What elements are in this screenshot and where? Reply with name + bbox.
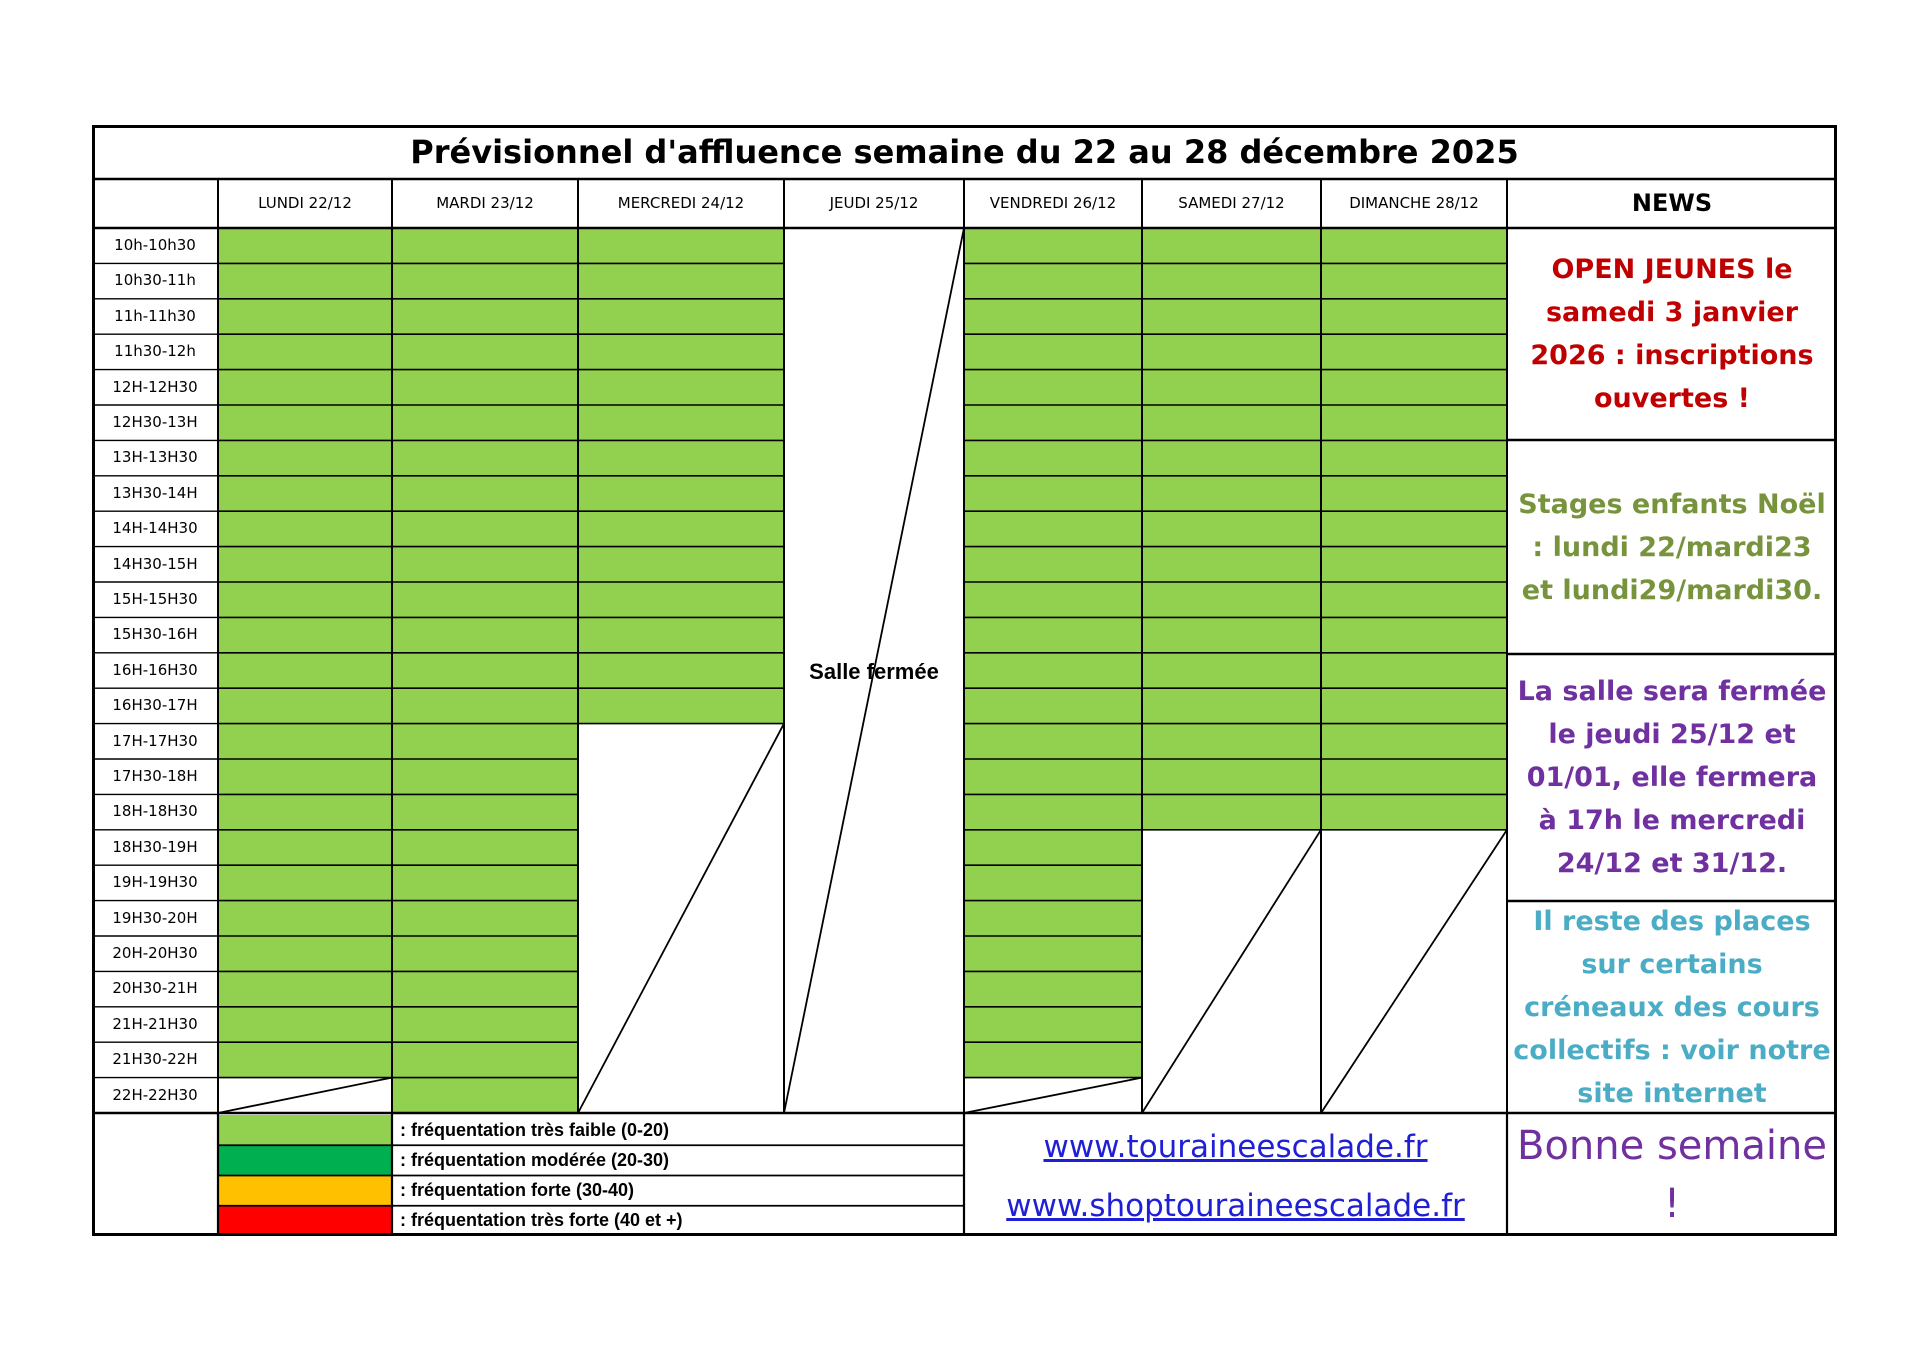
slot-cell-day7-13 — [1321, 653, 1507, 688]
page-title: Prévisionnel d'affluence semaine du 22 au 28 décembre 2025 — [410, 133, 1519, 171]
legend-swatch-3 — [218, 1176, 392, 1206]
legend-swatch-1 — [218, 1115, 392, 1145]
closing-message: Bonne semaine ! — [1517, 1123, 1827, 1227]
time-slot-label: 13H30-14H — [112, 483, 198, 502]
slot-cell-day6-2 — [1142, 263, 1321, 298]
slot-cell-day7-9 — [1321, 511, 1507, 546]
slot-cell-day2-12 — [392, 617, 578, 652]
slot-cell-day6-15 — [1142, 724, 1321, 759]
slot-cell-day5-1 — [964, 228, 1142, 263]
slot-cell-day3-5 — [578, 370, 784, 405]
slot-cell-day2-24 — [392, 1042, 578, 1077]
slot-cell-day7-16 — [1321, 759, 1507, 794]
slot-cell-day1-4 — [218, 334, 392, 369]
slot-cell-day6-1 — [1142, 228, 1321, 263]
slot-cell-day6-8 — [1142, 476, 1321, 511]
slot-cell-day1-22 — [218, 971, 392, 1006]
slot-cell-day2-19 — [392, 865, 578, 900]
slot-cell-day5-14 — [964, 688, 1142, 723]
slot-cell-day1-5 — [218, 370, 392, 405]
slot-cell-day1-11 — [218, 582, 392, 617]
time-slot-label: 19H30-20H — [112, 908, 198, 927]
time-slot-label: 16H30-17H — [112, 696, 198, 715]
slot-cell-day7-10 — [1321, 547, 1507, 582]
slot-cell-day1-10 — [218, 547, 392, 582]
slot-cell-day2-8 — [392, 476, 578, 511]
slot-cell-day5-20 — [964, 901, 1142, 936]
closed-diagonal-day1 — [218, 1078, 392, 1113]
slot-cell-day7-11 — [1321, 582, 1507, 617]
time-slot-label: 14H30-15H — [112, 554, 198, 573]
slot-cell-day2-9 — [392, 511, 578, 546]
slot-cell-day6-13 — [1142, 653, 1321, 688]
slot-cell-day5-19 — [964, 865, 1142, 900]
slot-cell-day5-13 — [964, 653, 1142, 688]
slot-cell-day5-23 — [964, 1007, 1142, 1042]
slot-cell-day2-6 — [392, 405, 578, 440]
slot-cell-day2-10 — [392, 547, 578, 582]
slot-cell-day6-14 — [1142, 688, 1321, 723]
slot-cell-day2-13 — [392, 653, 578, 688]
slot-cell-day2-11 — [392, 582, 578, 617]
news-open-jeunes: OPEN JEUNES le samedi 3 janvier 2026 : inscriptions ouvertes ! — [1530, 254, 1814, 414]
slot-cell-day5-22 — [964, 971, 1142, 1006]
news-fermeture: La salle sera fermée le jeudi 25/12 et 01/01, elle fermera à 17h le mercredi 24/12 et 31/12. — [1517, 676, 1827, 879]
slot-cell-day2-4 — [392, 334, 578, 369]
slot-cell-day5-6 — [964, 405, 1142, 440]
slot-cell-day7-1 — [1321, 228, 1507, 263]
closed-diagonal-day5 — [964, 1078, 1142, 1113]
slot-cell-day5-15 — [964, 724, 1142, 759]
slot-cell-day7-8 — [1321, 476, 1507, 511]
slot-cell-day2-15 — [392, 724, 578, 759]
slot-cell-day1-19 — [218, 865, 392, 900]
time-slot-label: 16H-16H30 — [112, 660, 198, 679]
slot-cell-day1-15 — [218, 724, 392, 759]
slot-cell-day2-16 — [392, 759, 578, 794]
slot-cell-day5-10 — [964, 547, 1142, 582]
news-stages-enfants: Stages enfants Noël : lundi 22/mardi23 et lundi29/mardi30. — [1518, 488, 1826, 606]
slot-cell-day5-18 — [964, 830, 1142, 865]
slot-cell-day1-23 — [218, 1007, 392, 1042]
slot-cell-day1-24 — [218, 1042, 392, 1077]
closed-diagonal-day6 — [1142, 830, 1321, 1113]
slot-cell-day1-12 — [218, 617, 392, 652]
time-slot-label: 10h30-11h — [114, 271, 196, 290]
day-header: DIMANCHE 28/12 — [1349, 194, 1479, 212]
slot-cell-day1-20 — [218, 901, 392, 936]
slot-cell-day1-2 — [218, 263, 392, 298]
slot-cell-day1-9 — [218, 511, 392, 546]
time-slot-label: 22H-22H30 — [112, 1085, 198, 1104]
time-slot-label: 10h-10h30 — [114, 236, 196, 254]
slot-cell-day3-13 — [578, 653, 784, 688]
time-slot-label: 17H30-18H — [112, 767, 198, 785]
slot-cell-day5-2 — [964, 263, 1142, 298]
slot-cell-day7-4 — [1321, 334, 1507, 369]
slot-cell-day7-7 — [1321, 440, 1507, 475]
legend-label-tres-faible: : fréquentation très faible (0-20) — [400, 1120, 670, 1140]
day-header: VENDREDI 26/12 — [989, 194, 1117, 212]
slot-cell-day2-7 — [392, 440, 578, 475]
slot-cell-day6-4 — [1142, 334, 1321, 369]
slot-cell-day2-22 — [392, 971, 578, 1006]
slot-cell-day1-1 — [218, 228, 392, 263]
time-slot-label: 21H30-22H — [112, 1050, 198, 1069]
slot-cell-day3-10 — [578, 547, 784, 582]
slot-cell-day3-1 — [578, 228, 784, 263]
link-shoptouraineescalade[interactable]: www.shoptouraineescalade.fr — [1006, 1188, 1465, 1224]
time-slot-label: 14H-14H30 — [112, 519, 198, 538]
slot-cell-day5-24 — [964, 1042, 1142, 1077]
time-slot-label: 21H-21H30 — [112, 1014, 198, 1033]
slot-cell-day2-18 — [392, 830, 578, 865]
slot-cell-day5-7 — [964, 440, 1142, 475]
slot-cell-day1-17 — [218, 794, 392, 829]
time-slot-label: 18H30-19H — [112, 837, 198, 856]
slot-cell-day7-6 — [1321, 405, 1507, 440]
slot-cell-day7-12 — [1321, 617, 1507, 652]
news-header: NEWS — [1631, 189, 1713, 217]
slot-cell-day6-17 — [1142, 794, 1321, 829]
slot-cell-day6-5 — [1142, 370, 1321, 405]
slot-cell-day2-23 — [392, 1007, 578, 1042]
slot-cell-day5-12 — [964, 617, 1142, 652]
legend-label-tres-forte: : fréquentation très forte (40 et +) — [400, 1210, 683, 1230]
slot-cell-day3-8 — [578, 476, 784, 511]
news-cours-collectifs: Il reste des places sur certains créneaux des cours collectifs : voir notre site internet — [1513, 905, 1831, 1109]
slot-cell-day7-3 — [1321, 299, 1507, 334]
day-header: LUNDI 22/12 — [258, 194, 352, 212]
slot-cell-day3-14 — [578, 688, 784, 723]
slot-cell-day2-25 — [392, 1078, 578, 1113]
slot-cell-day3-4 — [578, 334, 784, 369]
slot-cell-day7-15 — [1321, 724, 1507, 759]
slot-cell-day5-9 — [964, 511, 1142, 546]
slot-cell-day5-8 — [964, 476, 1142, 511]
legend-swatch-4 — [218, 1206, 392, 1236]
time-slot-label: 11h-11h30 — [114, 306, 196, 325]
slot-cell-day6-16 — [1142, 759, 1321, 794]
time-slot-label: 12H-12H30 — [112, 377, 198, 396]
slot-cell-day3-11 — [578, 582, 784, 617]
slot-cell-day6-11 — [1142, 582, 1321, 617]
legend-swatch-2 — [218, 1145, 392, 1175]
slot-cell-day1-18 — [218, 830, 392, 865]
slot-cell-day1-7 — [218, 440, 392, 475]
day-header: MERCREDI 24/12 — [617, 194, 745, 212]
slot-cell-day2-1 — [392, 228, 578, 263]
slot-cell-day5-21 — [964, 936, 1142, 971]
slot-cell-day3-6 — [578, 405, 784, 440]
slot-cell-day5-4 — [964, 334, 1142, 369]
slot-cell-day6-9 — [1142, 511, 1321, 546]
affluence-sheet — [92, 125, 1837, 1236]
slot-cell-day1-3 — [218, 299, 392, 334]
time-slot-label: 19H-19H30 — [112, 873, 198, 892]
slot-cell-day7-17 — [1321, 794, 1507, 829]
slot-cell-day2-17 — [392, 794, 578, 829]
slot-cell-day5-17 — [964, 794, 1142, 829]
slot-cell-day2-2 — [392, 263, 578, 298]
slot-cell-day3-3 — [578, 299, 784, 334]
legend-label-forte: : fréquentation forte (30-40) — [400, 1180, 635, 1200]
slot-cell-day7-5 — [1321, 370, 1507, 405]
slot-cell-day6-3 — [1142, 299, 1321, 334]
slot-cell-day2-3 — [392, 299, 578, 334]
time-slot-label: 11h30-12h — [114, 342, 196, 361]
slot-cell-day7-14 — [1321, 688, 1507, 723]
slot-cell-day6-7 — [1142, 440, 1321, 475]
time-slot-label: 20H30-21H — [112, 979, 198, 998]
time-slot-label: 17H-17H30 — [112, 731, 198, 750]
slot-cell-day3-7 — [578, 440, 784, 475]
slot-cell-day3-9 — [578, 511, 784, 546]
closed-diagonal-day7 — [1321, 830, 1507, 1113]
slot-cell-day5-16 — [964, 759, 1142, 794]
slot-cell-day6-12 — [1142, 617, 1321, 652]
time-slot-label: 15H30-16H — [112, 625, 198, 644]
time-slot-label: 15H-15H30 — [112, 590, 198, 608]
time-slot-label: 20H-20H30 — [112, 944, 198, 962]
slot-cell-day6-6 — [1142, 405, 1321, 440]
day-header: SAMEDI 27/12 — [1178, 194, 1285, 212]
slot-cell-day1-13 — [218, 653, 392, 688]
slot-cell-day1-16 — [218, 759, 392, 794]
slot-cell-day5-11 — [964, 582, 1142, 617]
slot-cell-day7-2 — [1321, 263, 1507, 298]
slot-cell-day3-2 — [578, 263, 784, 298]
slot-cell-day5-3 — [964, 299, 1142, 334]
day-header: JEUDI 25/12 — [829, 194, 919, 212]
time-slot-label: 18H-18H30 — [112, 802, 198, 821]
closed-diagonal-day3 — [578, 724, 784, 1113]
slot-cell-day1-21 — [218, 936, 392, 971]
slot-cell-day6-10 — [1142, 547, 1321, 582]
link-touraineescalade[interactable]: www.touraineescalade.fr — [1043, 1129, 1428, 1165]
slot-cell-day1-8 — [218, 476, 392, 511]
slot-cell-day5-5 — [964, 370, 1142, 405]
legend-label-moderee: : fréquentation modérée (20-30) — [400, 1150, 670, 1170]
slot-cell-day2-5 — [392, 370, 578, 405]
day-header: MARDI 23/12 — [436, 194, 534, 212]
closed-label: Salle fermée — [809, 659, 939, 684]
time-slot-label: 13H-13H30 — [112, 448, 198, 467]
slot-cell-day2-21 — [392, 936, 578, 971]
slot-cell-day2-20 — [392, 901, 578, 936]
time-slot-label: 12H30-13H — [112, 413, 198, 431]
slot-cell-day3-12 — [578, 617, 784, 652]
slot-cell-day1-14 — [218, 688, 392, 723]
slot-cell-day1-6 — [218, 405, 392, 440]
slot-cell-day2-14 — [392, 688, 578, 723]
